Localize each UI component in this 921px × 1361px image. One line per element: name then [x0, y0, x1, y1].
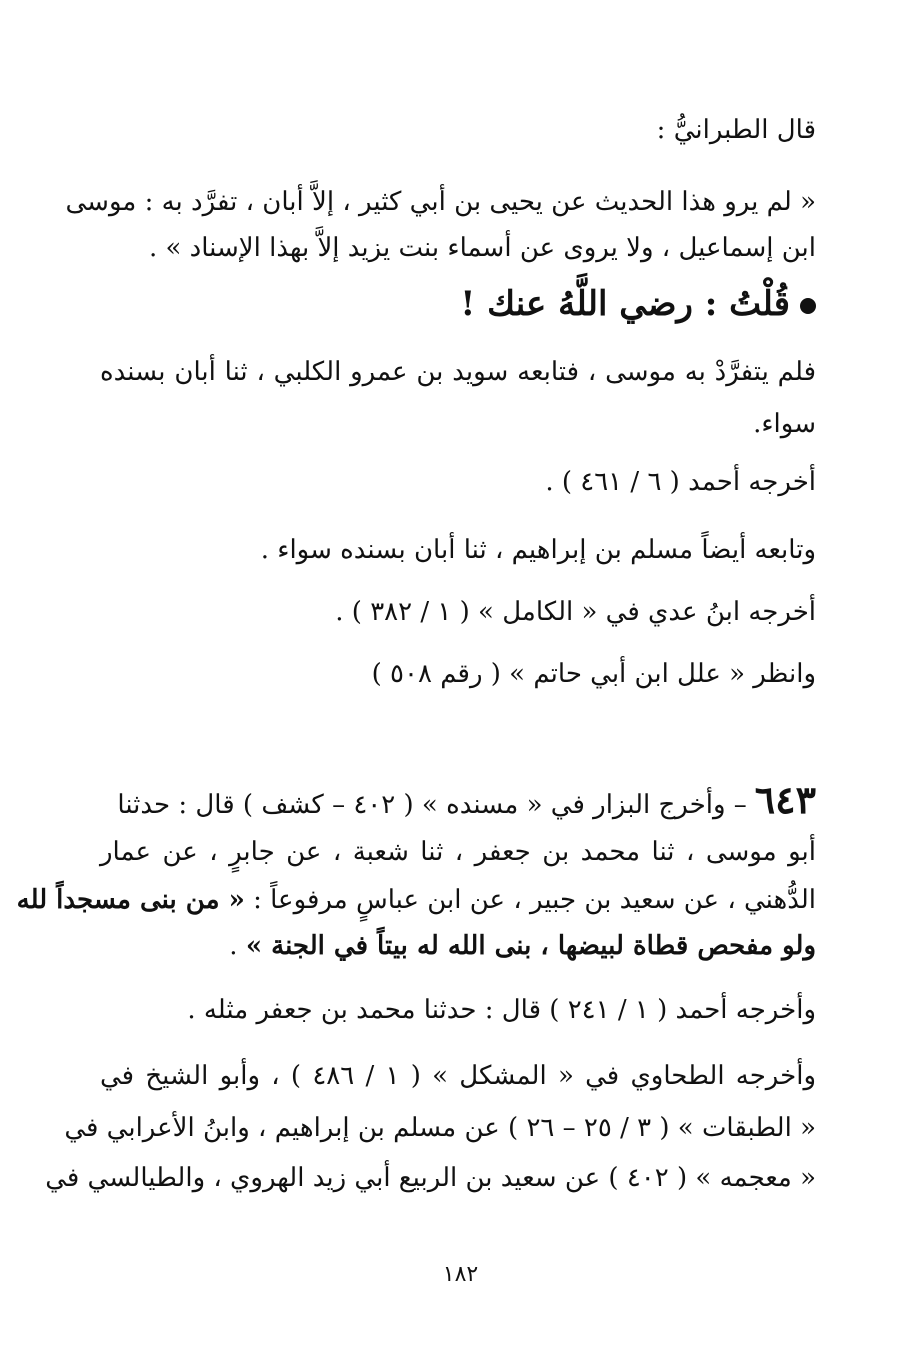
- bullet-icon: [800, 298, 816, 314]
- heading-text: قُلْتُ : رضي اللَّهُ عنك !: [460, 284, 790, 324]
- text-line: ابن إسماعيل ، ولا يروى عن أسماء بنت يزيد إلاَّ بهذا الإسناد » .: [148, 233, 816, 263]
- text-line: « لم يرو هذا الحديث عن يحيى بن أبي كثير ، إلاَّ أبان ، تفرَّد به : موسى: [65, 187, 816, 217]
- text-line: وتابعه أيضاً مسلم بن إبراهيم ، ثنا أبان بسنده سواء .: [260, 535, 816, 565]
- text-line: سواء.: [753, 409, 816, 439]
- text-line: أبو موسى ، ثنا محمد بن جعفر ، ثنا شعبة ، عن جابرٍ ، عن عمار: [100, 837, 816, 867]
- text-line: « معجمه » ( ٤٠٢ ) عن سعيد بن الربيع أبي زيد الهروي ، والطيالسي في: [45, 1163, 816, 1193]
- text-span: الدُّهني ، عن سعيد بن جبير ، عن ابن عباسٍ مرفوعاً :: [253, 885, 816, 915]
- text-line: وأخرجه أحمد ( ١ / ٢٤١ ) قال : حدثنا محمد بن جعفر مثله .: [187, 995, 816, 1025]
- hadith-text-span: ولو مفحص قطاة لبيضها ، بنى الله له بيتاً في الجنة »: [245, 931, 816, 961]
- text-span: .: [229, 931, 246, 961]
- text-line: قال الطبرانيُّ :: [656, 115, 816, 145]
- hadith-text-span: « من بنى مسجداً لله: [16, 885, 245, 915]
- text-line: وأخرجه الطحاوي في « المشكل » ( ١ / ٤٨٦ ) ، وأبو الشيخ في: [100, 1061, 817, 1091]
- hadith-entry-line: [100, 777, 816, 822]
- page-number: ١٨٢: [442, 1262, 479, 1287]
- text-line: « الطبقات » ( ٣ / ٢٥ – ٢٦ ) عن مسلم بن إبراهيم ، وابنُ الأعرابي في: [64, 1113, 816, 1143]
- text-line: [16, 880, 816, 920]
- section-heading: [100, 280, 816, 328]
- text-line: [100, 926, 816, 966]
- hadith-number: ٦٤٣: [754, 777, 816, 822]
- text-line: فلم يتفرَّدْ به موسى ، فتابعه سويد بن عمرو الكلبي ، ثنا أبان بسنده: [100, 357, 816, 387]
- text-line: أخرجه أحمد ( ٦ / ٤٦١ ) .: [545, 467, 816, 497]
- text-span: – وأخرج البزار في « مسنده » ( ٤٠٢ – كشف ) قال : حدثنا: [117, 790, 747, 820]
- text-line: أخرجه ابنُ عدي في « الكامل » ( ١ / ٣٨٢ ) .: [335, 597, 816, 627]
- text-line: وانظر « علل ابن أبي حاتم » ( رقم ٥٠٨ ): [371, 659, 816, 689]
